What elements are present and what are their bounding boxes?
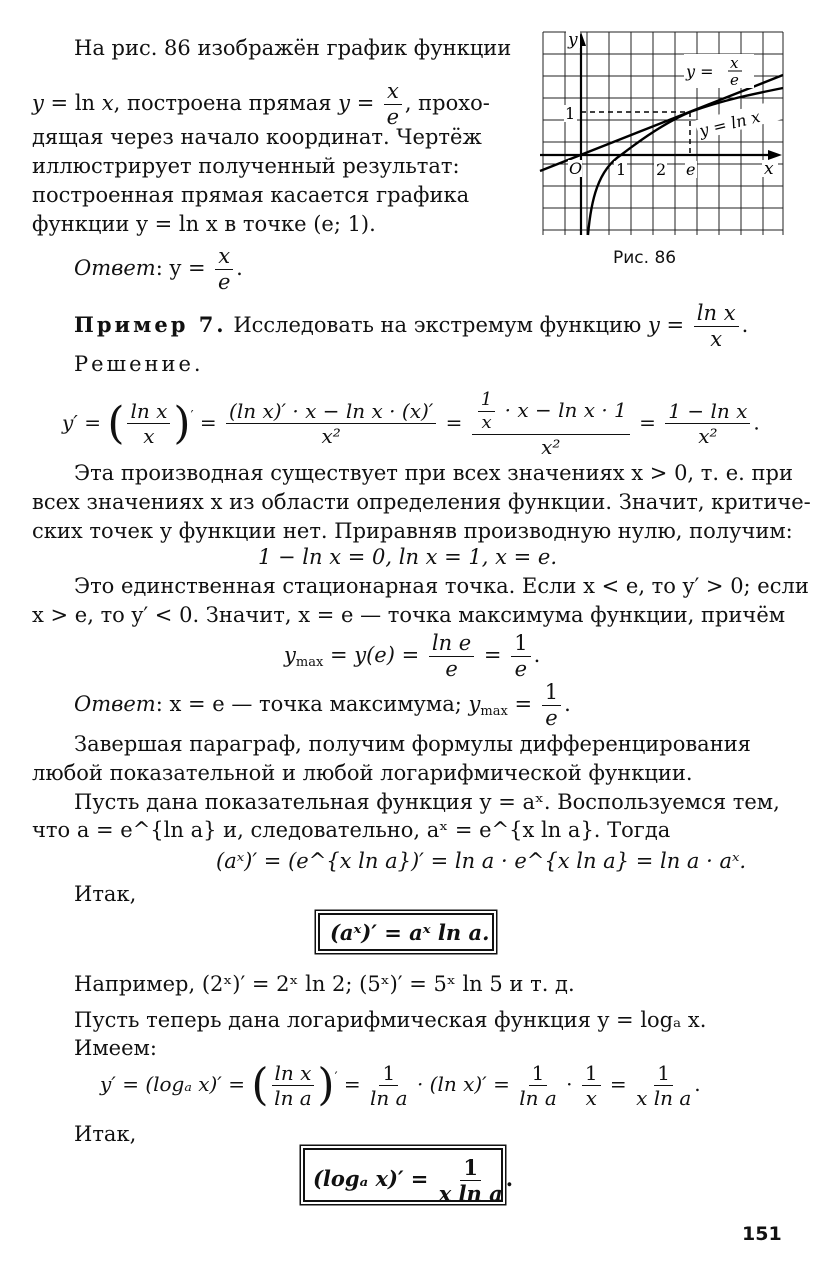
log-derivative-equation: y′ = (logₐ x)′ = ( $\frac{\text{ln x}}{\text{ln a}}$ )′ = $\frac{1}{\text{ln a}}$ · (ln x)′ = $\frac{1}{\text{ln a}}$ · $\frac{1}{x}$ = $\frac{1}{\text{x ln a}}$ . <box>100 1059 701 1111</box>
figure-tick-2: 2 <box>656 160 667 179</box>
formula-log: (logₐ x)′ = $\frac{1}{\text{x ln a}}$ . <box>313 1155 514 1207</box>
example-7-answer: Ответ: x = e — точка максимума; $y_{max}$ = $\frac{1}{e}$ . <box>74 680 571 731</box>
figure-origin-label: O <box>569 159 583 178</box>
intro-line-1: На рис. 86 изображён график функции <box>74 36 512 60</box>
intro-line-6: функции y = ln x в точке (e; 1). <box>32 212 376 236</box>
figure-caption: Рис. 86 <box>613 248 677 268</box>
intro-line-2: y = ln x, построена прямая y = $\frac{x}{e}$ , прохо- <box>32 79 490 130</box>
formula-box-log <box>303 1148 514 1207</box>
derivative-equation: y′ = ( $\frac{\text{ln x}}{x}$ )′ = $\frac{\text{(ln x)′ · x − ln x · (x)′}}{\text{x²}}$ = $\frac{1}{x}$ · x − ln x · 1 x² = $\frac{\text{1 − ln x}}{\text{x²}}$ . <box>62 389 760 459</box>
figure-y-axis-label: y <box>568 30 578 50</box>
figure-label-ln: y = ln x <box>697 106 763 141</box>
intro-answer: Ответ: y = $\frac{x}{e}$ . <box>74 244 243 295</box>
formula-box-exp <box>318 913 494 951</box>
itak-2: Итак, <box>74 1122 137 1146</box>
para-5: Например, (2ˣ)′ = 2ˣ ln 2; (5ˣ)′ = 5ˣ ln 5 и т. д. <box>74 972 575 996</box>
intro-line-5: построенная прямая касается графика <box>32 183 470 207</box>
para-1-line-2: всех значениях x из области определения функции. Значит, критиче- <box>32 490 811 514</box>
intro-line-4: иллюстрирует полученный результат: <box>32 154 460 178</box>
para-1-line-3: ских точек у функции нет. Приравняв производную нулю, получим: <box>32 519 793 543</box>
para-4-line-2: что a = e^{ln a} и, следовательно, aˣ = e^{x ln a}. Тогда <box>32 818 671 842</box>
para-2-line-2: x > e, то y′ < 0. Значит, x = e — точка максимума функции, причём <box>32 603 786 627</box>
para-6-line-1: Пусть теперь дана логарифмическая функция y = logₐ x. <box>74 1008 707 1032</box>
figure-label-line: y = <box>686 62 714 81</box>
para-4-line-1: Пусть дана показательная функция y = aˣ. Воспользуемся тем, <box>74 790 780 814</box>
solution-label: Решение. <box>74 352 204 376</box>
itak-1: Итак, <box>74 882 137 906</box>
example-7-heading: Пример 7. Исследовать на экстремум функцию y = $\frac{\text{ln x}}{x}$ . <box>74 301 749 352</box>
figure-86-graph <box>538 30 788 240</box>
figure-label-line-den: e <box>730 71 739 89</box>
figure-tick-e: e <box>686 160 696 179</box>
para-3-line-2: любой показательной и любой логарифмической функции. <box>32 761 693 785</box>
para-6-line-2: Имеем: <box>74 1036 157 1060</box>
equation-stationary: 1 − ln x = 0, ln x = 1, x = e. <box>258 545 558 569</box>
figure-tick-1: 1 <box>616 160 627 179</box>
figure-ytick-1: 1 <box>565 104 576 123</box>
para-3-line-1: Завершая параграф, получим формулы дифференцирования <box>74 732 751 756</box>
para-2-line-1: Это единственная стационарная точка. Если x < e, то y′ > 0; если <box>74 574 809 598</box>
formula-exp: (aˣ)′ = aˣ ln a. <box>330 920 490 945</box>
page-number: 151 <box>742 1223 782 1245</box>
figure-x-axis-label: x <box>764 159 774 179</box>
figure-label-line-num: x <box>730 54 739 72</box>
equation-exp-derivative: (aˣ)′ = (e^{x ln a})′ = ln a · e^{x ln a} = ln a · aˣ. <box>216 849 747 873</box>
intro-line-3: дящая через начало координат. Чертёж <box>32 125 482 149</box>
para-1-line-1: Эта производная существует при всех значениях x > 0, т. е. при <box>74 461 793 485</box>
ymax-equation: $y_{max} = y(e)$ = $\frac{\text{ln e}}{e}$ = $\frac{1}{e}$ . <box>284 631 541 682</box>
